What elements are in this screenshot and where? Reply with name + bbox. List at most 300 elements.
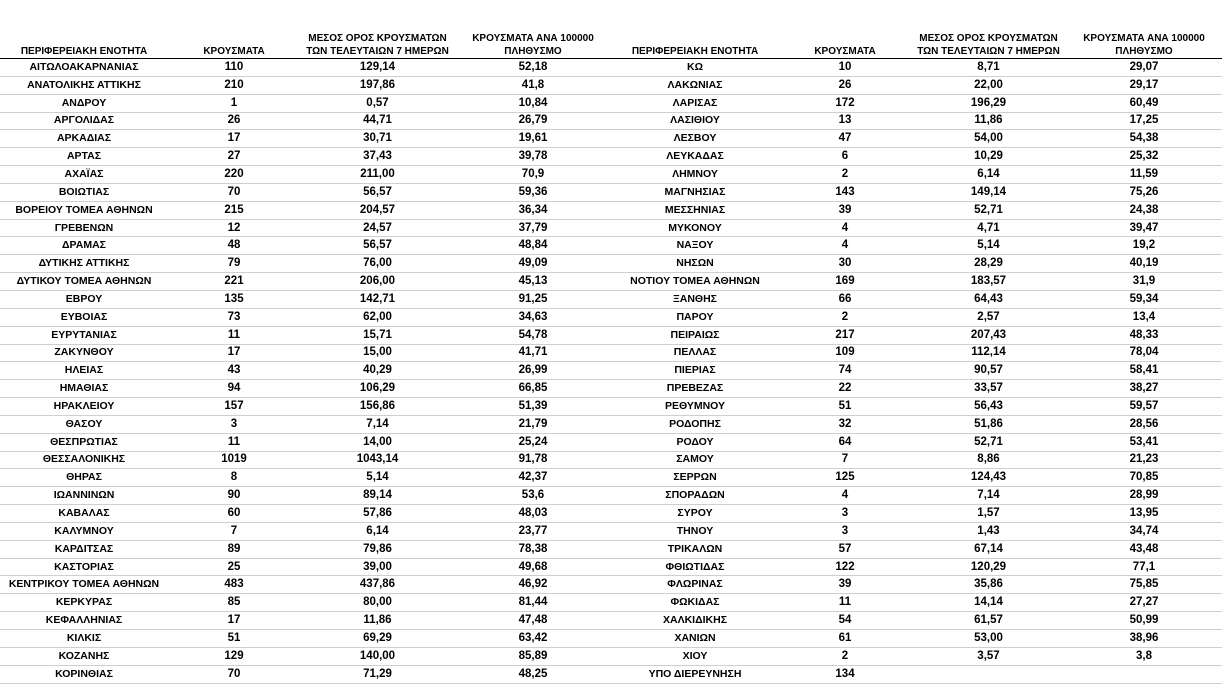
rate-100k-cell: 46,92: [455, 576, 611, 594]
table-row: [611, 201, 1222, 219]
avg-7day-cell: 14,14: [911, 594, 1066, 612]
region-name-cell: ΡΟΔΟΠΗΣ: [611, 415, 779, 433]
cases-cell: 4: [779, 219, 911, 237]
table-row: [611, 326, 1222, 344]
table-row: [611, 558, 1222, 576]
header-cases-per-100k: ΚΡΟΥΣΜΑΤΑ ΑΝΑ 100000 ΠΛΗΘΥΣΜΟ: [1066, 0, 1222, 59]
avg-7day-cell: 22,00: [911, 76, 1066, 94]
rate-100k-cell: 66,85: [455, 380, 611, 398]
avg-7day-cell: 15,00: [300, 344, 455, 362]
region-name-cell: ΛΕΣΒΟΥ: [611, 130, 779, 148]
avg-7day-cell: 5,14: [911, 237, 1066, 255]
table-row: [611, 540, 1222, 558]
region-name-cell: ΕΒΡΟΥ: [0, 290, 168, 308]
table-row: [611, 255, 1222, 273]
region-name-cell: ΠΑΡΟΥ: [611, 308, 779, 326]
region-name-cell: ΚΟΖΑΝΗΣ: [0, 647, 168, 665]
rate-100k-cell: 51,39: [455, 398, 611, 416]
cases-cell: 64: [779, 433, 911, 451]
avg-7day-cell: 24,57: [300, 219, 455, 237]
cases-cell: 39: [779, 576, 911, 594]
region-name-cell: ΓΡΕΒΕΝΩΝ: [0, 219, 168, 237]
cases-cell: 143: [779, 183, 911, 201]
rate-100k-cell: 48,03: [455, 505, 611, 523]
region-name-cell: ΑΧΑΪΑΣ: [0, 166, 168, 184]
table-row: [0, 398, 611, 416]
region-name-cell: ΛΑΡΙΣΑΣ: [611, 94, 779, 112]
avg-7day-cell: 6,14: [911, 166, 1066, 184]
table-row: [611, 380, 1222, 398]
header-row: [0, 0, 611, 59]
table-row: [0, 112, 611, 130]
avg-7day-cell: 33,57: [911, 380, 1066, 398]
rate-100k-cell: 91,78: [455, 451, 611, 469]
region-name-cell: ΛΗΜΝΟΥ: [611, 166, 779, 184]
region-name-cell: ΔΡΑΜΑΣ: [0, 237, 168, 255]
rate-100k-cell: 36,34: [455, 201, 611, 219]
avg-7day-cell: 71,29: [300, 665, 455, 683]
avg-7day-cell: 120,29: [911, 558, 1066, 576]
avg-7day-cell: 56,57: [300, 183, 455, 201]
avg-7day-cell: 11,86: [911, 112, 1066, 130]
table-row: [611, 451, 1222, 469]
table-row: [0, 522, 611, 540]
table-row: [0, 415, 611, 433]
table-row: [0, 505, 611, 523]
cases-cell: 4: [779, 487, 911, 505]
region-name-cell: ΧΑΝΙΩΝ: [611, 630, 779, 648]
rate-100k-cell: 13,95: [1066, 505, 1222, 523]
avg-7day-cell: 156,86: [300, 398, 455, 416]
table-row: [0, 433, 611, 451]
avg-7day-cell: 15,71: [300, 326, 455, 344]
rate-100k-cell: 53,6: [455, 487, 611, 505]
rate-100k-cell: 37,79: [455, 219, 611, 237]
table-row: [0, 148, 611, 166]
rate-100k-cell: 59,57: [1066, 398, 1222, 416]
avg-7day-cell: 2,57: [911, 308, 1066, 326]
avg-7day-cell: 112,14: [911, 344, 1066, 362]
table-row: [611, 505, 1222, 523]
region-name-cell: ΖΑΚΥΝΘΟΥ: [0, 344, 168, 362]
rate-100k-cell: 25,32: [1066, 148, 1222, 166]
avg-7day-cell: 8,86: [911, 451, 1066, 469]
rate-100k-cell: 48,33: [1066, 326, 1222, 344]
cases-cell: 157: [168, 398, 300, 416]
table-row: [0, 308, 611, 326]
table-row: [0, 219, 611, 237]
table-row: [0, 540, 611, 558]
avg-7day-cell: 7,14: [300, 415, 455, 433]
cases-cell: 30: [779, 255, 911, 273]
header-cases: ΚΡΟΥΣΜΑΤΑ: [779, 0, 911, 59]
table-row: [0, 487, 611, 505]
table-row: [611, 522, 1222, 540]
rate-100k-cell: 41,71: [455, 344, 611, 362]
table-row: [0, 469, 611, 487]
header-region: ΠΕΡΙΦΕΡΕΙΑΚΗ ΕΝΟΤΗΤΑ: [0, 0, 168, 59]
table-row: [611, 398, 1222, 416]
table-row: [0, 665, 611, 683]
header-7day-average: ΜΕΣΟΣ ΟΡΟΣ ΚΡΟΥΣΜΑΤΩΝ ΤΩΝ ΤΕΛΕΥΤΑΙΩΝ 7 ΗΜΕΡΩΝ: [911, 0, 1066, 59]
cases-cell: 17: [168, 130, 300, 148]
rate-100k-cell: 34,74: [1066, 522, 1222, 540]
region-name-cell: ΚΙΛΚΙΣ: [0, 630, 168, 648]
rate-100k-cell: 45,13: [455, 273, 611, 291]
avg-7day-cell: 1043,14: [300, 451, 455, 469]
region-name-cell: ΤΗΝΟΥ: [611, 522, 779, 540]
cases-cell: 11: [779, 594, 911, 612]
region-name-cell: ΠΕΙΡΑΙΩΣ: [611, 326, 779, 344]
cases-cell: 6: [779, 148, 911, 166]
region-name-cell: ΑΡΓΟΛΙΔΑΣ: [0, 112, 168, 130]
region-name-cell: ΘΗΡΑΣ: [0, 469, 168, 487]
table-row: [0, 451, 611, 469]
region-name-cell: ΡΕΘΥΜΝΟΥ: [611, 398, 779, 416]
region-name-cell: ΞΑΝΘΗΣ: [611, 290, 779, 308]
cases-cell: 129: [168, 647, 300, 665]
table-row: [0, 237, 611, 255]
cases-cell: 7: [779, 451, 911, 469]
avg-7day-cell: 69,29: [300, 630, 455, 648]
avg-7day-cell: 7,14: [911, 487, 1066, 505]
region-name-cell: ΛΑΣΙΘΙΟΥ: [611, 112, 779, 130]
cases-cell: 17: [168, 612, 300, 630]
cases-cell: 74: [779, 362, 911, 380]
rate-100k-cell: 19,61: [455, 130, 611, 148]
rate-100k-cell: 39,47: [1066, 219, 1222, 237]
rate-100k-cell: 75,26: [1066, 183, 1222, 201]
avg-7day-cell: 28,29: [911, 255, 1066, 273]
cases-cell: 221: [168, 273, 300, 291]
rate-100k-cell: 54,38: [1066, 130, 1222, 148]
region-name-cell: ΣΥΡΟΥ: [611, 505, 779, 523]
avg-7day-cell: 40,29: [300, 362, 455, 380]
cases-cell: 54: [779, 612, 911, 630]
region-name-cell: ΒΟΡΕΙΟΥ ΤΟΜΕΑ ΑΘΗΝΩΝ: [0, 201, 168, 219]
table-row: [0, 94, 611, 112]
region-name-cell: ΚΑΛΥΜΝΟΥ: [0, 522, 168, 540]
cases-cell: 125: [779, 469, 911, 487]
avg-7day-cell: 57,86: [300, 505, 455, 523]
region-name-cell: ΠΕΛΛΑΣ: [611, 344, 779, 362]
avg-7day-cell: 6,14: [300, 522, 455, 540]
rate-100k-cell: 91,25: [455, 290, 611, 308]
table-row: [611, 219, 1222, 237]
region-name-cell: ΕΥΒΟΙΑΣ: [0, 308, 168, 326]
rate-100k-cell: 81,44: [455, 594, 611, 612]
rate-100k-cell: 3,8: [1066, 647, 1222, 665]
table-row: [0, 647, 611, 665]
rate-100k-cell: 85,89: [455, 647, 611, 665]
avg-7day-cell: 56,57: [300, 237, 455, 255]
rate-100k-cell: 34,63: [455, 308, 611, 326]
cases-cell: 47: [779, 130, 911, 148]
cases-cell: 51: [779, 398, 911, 416]
rate-100k-cell: 48,25: [455, 665, 611, 683]
rate-100k-cell: 47,48: [455, 612, 611, 630]
table-row: [0, 255, 611, 273]
header-region: ΠΕΡΙΦΕΡΕΙΑΚΗ ΕΝΟΤΗΤΑ: [611, 0, 779, 59]
rate-100k-cell: [1066, 665, 1222, 683]
table-row: [0, 558, 611, 576]
rate-100k-cell: 78,04: [1066, 344, 1222, 362]
cases-cell: 210: [168, 76, 300, 94]
rate-100k-cell: 58,41: [1066, 362, 1222, 380]
cases-cell: 79: [168, 255, 300, 273]
table-row: [611, 576, 1222, 594]
cases-cell: 10: [779, 59, 911, 77]
cases-cell: 135: [168, 290, 300, 308]
avg-7day-cell: 207,43: [911, 326, 1066, 344]
cases-cell: 51: [168, 630, 300, 648]
avg-7day-cell: 183,57: [911, 273, 1066, 291]
table-row: [611, 76, 1222, 94]
table-body-left: [0, 59, 611, 684]
rate-100k-cell: 42,37: [455, 469, 611, 487]
avg-7day-cell: 1,43: [911, 522, 1066, 540]
avg-7day-cell: 90,57: [911, 362, 1066, 380]
rate-100k-cell: 26,99: [455, 362, 611, 380]
cases-cell: 12: [168, 219, 300, 237]
cases-cell: 3: [779, 505, 911, 523]
rate-100k-cell: 10,84: [455, 94, 611, 112]
table-row: [611, 94, 1222, 112]
region-name-cell: ΛΑΚΩΝΙΑΣ: [611, 76, 779, 94]
header-cases: ΚΡΟΥΣΜΑΤΑ: [168, 0, 300, 59]
avg-7day-cell: 30,71: [300, 130, 455, 148]
table-row: [0, 344, 611, 362]
region-name-cell: ΥΠΟ ΔΙΕΡΕΥΝΗΣΗ: [611, 665, 779, 683]
cases-cell: 3: [779, 522, 911, 540]
table-row: [611, 148, 1222, 166]
table-row: [611, 112, 1222, 130]
table-row: [0, 380, 611, 398]
avg-7day-cell: 206,00: [300, 273, 455, 291]
table-row: [611, 487, 1222, 505]
avg-7day-cell: 51,86: [911, 415, 1066, 433]
rate-100k-cell: 53,41: [1066, 433, 1222, 451]
rate-100k-cell: 21,23: [1066, 451, 1222, 469]
table-row: [0, 326, 611, 344]
avg-7day-cell: 4,71: [911, 219, 1066, 237]
table-row: [611, 130, 1222, 148]
table-row: [0, 362, 611, 380]
region-name-cell: ΒΟΙΩΤΙΑΣ: [0, 183, 168, 201]
cases-cell: 70: [168, 183, 300, 201]
avg-7day-cell: 79,86: [300, 540, 455, 558]
region-name-cell: ΜΑΓΝΗΣΙΑΣ: [611, 183, 779, 201]
avg-7day-cell: 0,57: [300, 94, 455, 112]
rate-100k-cell: 70,85: [1066, 469, 1222, 487]
avg-7day-cell: 3,57: [911, 647, 1066, 665]
region-name-cell: ΝΑΞΟΥ: [611, 237, 779, 255]
table-body-right: [611, 59, 1222, 684]
rate-100k-cell: 77,1: [1066, 558, 1222, 576]
table-row: [0, 59, 611, 77]
cases-cell: 215: [168, 201, 300, 219]
cases-cell: 60: [168, 505, 300, 523]
cases-cell: 1019: [168, 451, 300, 469]
cases-cell: 7: [168, 522, 300, 540]
table-row: [611, 183, 1222, 201]
rate-100k-cell: 38,96: [1066, 630, 1222, 648]
region-name-cell: ΚΑΣΤΟΡΙΑΣ: [0, 558, 168, 576]
table-row: [611, 59, 1222, 77]
region-name-cell: ΑΝΔΡΟΥ: [0, 94, 168, 112]
rate-100k-cell: 13,4: [1066, 308, 1222, 326]
avg-7day-cell: 140,00: [300, 647, 455, 665]
rate-100k-cell: 28,99: [1066, 487, 1222, 505]
table-row: [611, 469, 1222, 487]
region-name-cell: ΔΥΤΙΚΟΥ ΤΟΜΕΑ ΑΘΗΝΩΝ: [0, 273, 168, 291]
avg-7day-cell: 437,86: [300, 576, 455, 594]
table-row: [611, 166, 1222, 184]
region-name-cell: ΜΥΚΟΝΟΥ: [611, 219, 779, 237]
avg-7day-cell: 44,71: [300, 112, 455, 130]
rate-100k-cell: 23,77: [455, 522, 611, 540]
avg-7day-cell: 8,71: [911, 59, 1066, 77]
rate-100k-cell: 21,79: [455, 415, 611, 433]
cases-table-right: [611, 0, 1222, 684]
avg-7day-cell: 64,43: [911, 290, 1066, 308]
cases-cell: 169: [779, 273, 911, 291]
rate-100k-cell: 59,36: [455, 183, 611, 201]
avg-7day-cell: 89,14: [300, 487, 455, 505]
region-name-cell: ΚΑΒΑΛΑΣ: [0, 505, 168, 523]
rate-100k-cell: 26,79: [455, 112, 611, 130]
region-name-cell: ΡΟΔΟΥ: [611, 433, 779, 451]
rate-100k-cell: 52,18: [455, 59, 611, 77]
region-name-cell: ΚΑΡΔΙΤΣΑΣ: [0, 540, 168, 558]
cases-cell: 1: [168, 94, 300, 112]
region-name-cell: ΔΥΤΙΚΗΣ ΑΤΤΙΚΗΣ: [0, 255, 168, 273]
table-row: [611, 415, 1222, 433]
region-name-cell: ΘΕΣΣΑΛΟΝΙΚΗΣ: [0, 451, 168, 469]
cases-cell: 483: [168, 576, 300, 594]
region-name-cell: ΝΟΤΙΟΥ ΤΟΜΕΑ ΑΘΗΝΩΝ: [611, 273, 779, 291]
rate-100k-cell: 75,85: [1066, 576, 1222, 594]
region-name-cell: ΑΝΑΤΟΛΙΚΗΣ ΑΤΤΙΚΗΣ: [0, 76, 168, 94]
rate-100k-cell: 59,34: [1066, 290, 1222, 308]
avg-7day-cell: 196,29: [911, 94, 1066, 112]
avg-7day-cell: 197,86: [300, 76, 455, 94]
cases-cell: 109: [779, 344, 911, 362]
region-name-cell: ΣΕΡΡΩΝ: [611, 469, 779, 487]
region-name-cell: ΗΜΑΘΙΑΣ: [0, 380, 168, 398]
avg-7day-cell: 142,71: [300, 290, 455, 308]
table-row: [0, 130, 611, 148]
table-row: [611, 237, 1222, 255]
table-row: [0, 183, 611, 201]
rate-100k-cell: 25,24: [455, 433, 611, 451]
avg-7day-cell: 10,29: [911, 148, 1066, 166]
avg-7day-cell: 53,00: [911, 630, 1066, 648]
table-row: [611, 344, 1222, 362]
cases-cell: 110: [168, 59, 300, 77]
avg-7day-cell: 211,00: [300, 166, 455, 184]
table-row: [0, 630, 611, 648]
avg-7day-cell: 129,14: [300, 59, 455, 77]
table-row: [0, 612, 611, 630]
cases-cell: 27: [168, 148, 300, 166]
table-row: [611, 612, 1222, 630]
cases-cell: 26: [168, 112, 300, 130]
cases-cell: 89: [168, 540, 300, 558]
rate-100k-cell: 24,38: [1066, 201, 1222, 219]
rate-100k-cell: 60,49: [1066, 94, 1222, 112]
cases-cell: 217: [779, 326, 911, 344]
cases-cell: 8: [168, 469, 300, 487]
avg-7day-cell: 149,14: [911, 183, 1066, 201]
avg-7day-cell: 37,43: [300, 148, 455, 166]
cases-cell: 3: [168, 415, 300, 433]
cases-cell: 13: [779, 112, 911, 130]
rate-100k-cell: 39,78: [455, 148, 611, 166]
rate-100k-cell: 17,25: [1066, 112, 1222, 130]
cases-cell: 4: [779, 237, 911, 255]
table-row: [611, 273, 1222, 291]
region-name-cell: ΕΥΡΥΤΑΝΙΑΣ: [0, 326, 168, 344]
region-name-cell: ΠΡΕΒΕΖΑΣ: [611, 380, 779, 398]
rate-100k-cell: 78,38: [455, 540, 611, 558]
region-name-cell: ΧΑΛΚΙΔΙΚΗΣ: [611, 612, 779, 630]
rate-100k-cell: 63,42: [455, 630, 611, 648]
avg-7day-cell: 1,57: [911, 505, 1066, 523]
region-name-cell: ΣΑΜΟΥ: [611, 451, 779, 469]
cases-cell: 90: [168, 487, 300, 505]
cases-cell: 2: [779, 166, 911, 184]
region-name-cell: ΧΙΟΥ: [611, 647, 779, 665]
left-table-section: [0, 0, 611, 680]
table-row: [0, 594, 611, 612]
table-row: [0, 166, 611, 184]
rate-100k-cell: 54,78: [455, 326, 611, 344]
avg-7day-cell: 67,14: [911, 540, 1066, 558]
region-name-cell: ΚΟΡΙΝΘΙΑΣ: [0, 665, 168, 683]
rate-100k-cell: 70,9: [455, 166, 611, 184]
region-name-cell: ΙΩΑΝΝΙΝΩΝ: [0, 487, 168, 505]
rate-100k-cell: 41,8: [455, 76, 611, 94]
cases-cell: 39: [779, 201, 911, 219]
cases-cell: 61: [779, 630, 911, 648]
table-row: [611, 594, 1222, 612]
cases-cell: 22: [779, 380, 911, 398]
region-name-cell: ΗΛΕΙΑΣ: [0, 362, 168, 380]
region-name-cell: ΑΙΤΩΛΟΑΚΑΡΝΑΝΙΑΣ: [0, 59, 168, 77]
cases-cell: 11: [168, 433, 300, 451]
region-name-cell: ΤΡΙΚΑΛΩΝ: [611, 540, 779, 558]
cases-cell: 73: [168, 308, 300, 326]
avg-7day-cell: 106,29: [300, 380, 455, 398]
header-cases-per-100k: ΚΡΟΥΣΜΑΤΑ ΑΝΑ 100000 ΠΛΗΘΥΣΜΟ: [455, 0, 611, 59]
region-name-cell: ΚΕΦΑΛΛΗΝΙΑΣ: [0, 612, 168, 630]
table-row: [0, 576, 611, 594]
region-name-cell: ΗΡΑΚΛΕΙΟΥ: [0, 398, 168, 416]
rate-100k-cell: 28,56: [1066, 415, 1222, 433]
cases-cell: 122: [779, 558, 911, 576]
cases-cell: 25: [168, 558, 300, 576]
rate-100k-cell: 29,17: [1066, 76, 1222, 94]
rate-100k-cell: 38,27: [1066, 380, 1222, 398]
table-row: [611, 308, 1222, 326]
rate-100k-cell: 50,99: [1066, 612, 1222, 630]
cases-cell: 220: [168, 166, 300, 184]
region-name-cell: ΚΕΡΚΥΡΑΣ: [0, 594, 168, 612]
header-7day-average: ΜΕΣΟΣ ΟΡΟΣ ΚΡΟΥΣΜΑΤΩΝ ΤΩΝ ΤΕΛΕΥΤΑΙΩΝ 7 ΗΜΕΡΩΝ: [300, 0, 455, 59]
avg-7day-cell: 80,00: [300, 594, 455, 612]
rate-100k-cell: 49,09: [455, 255, 611, 273]
